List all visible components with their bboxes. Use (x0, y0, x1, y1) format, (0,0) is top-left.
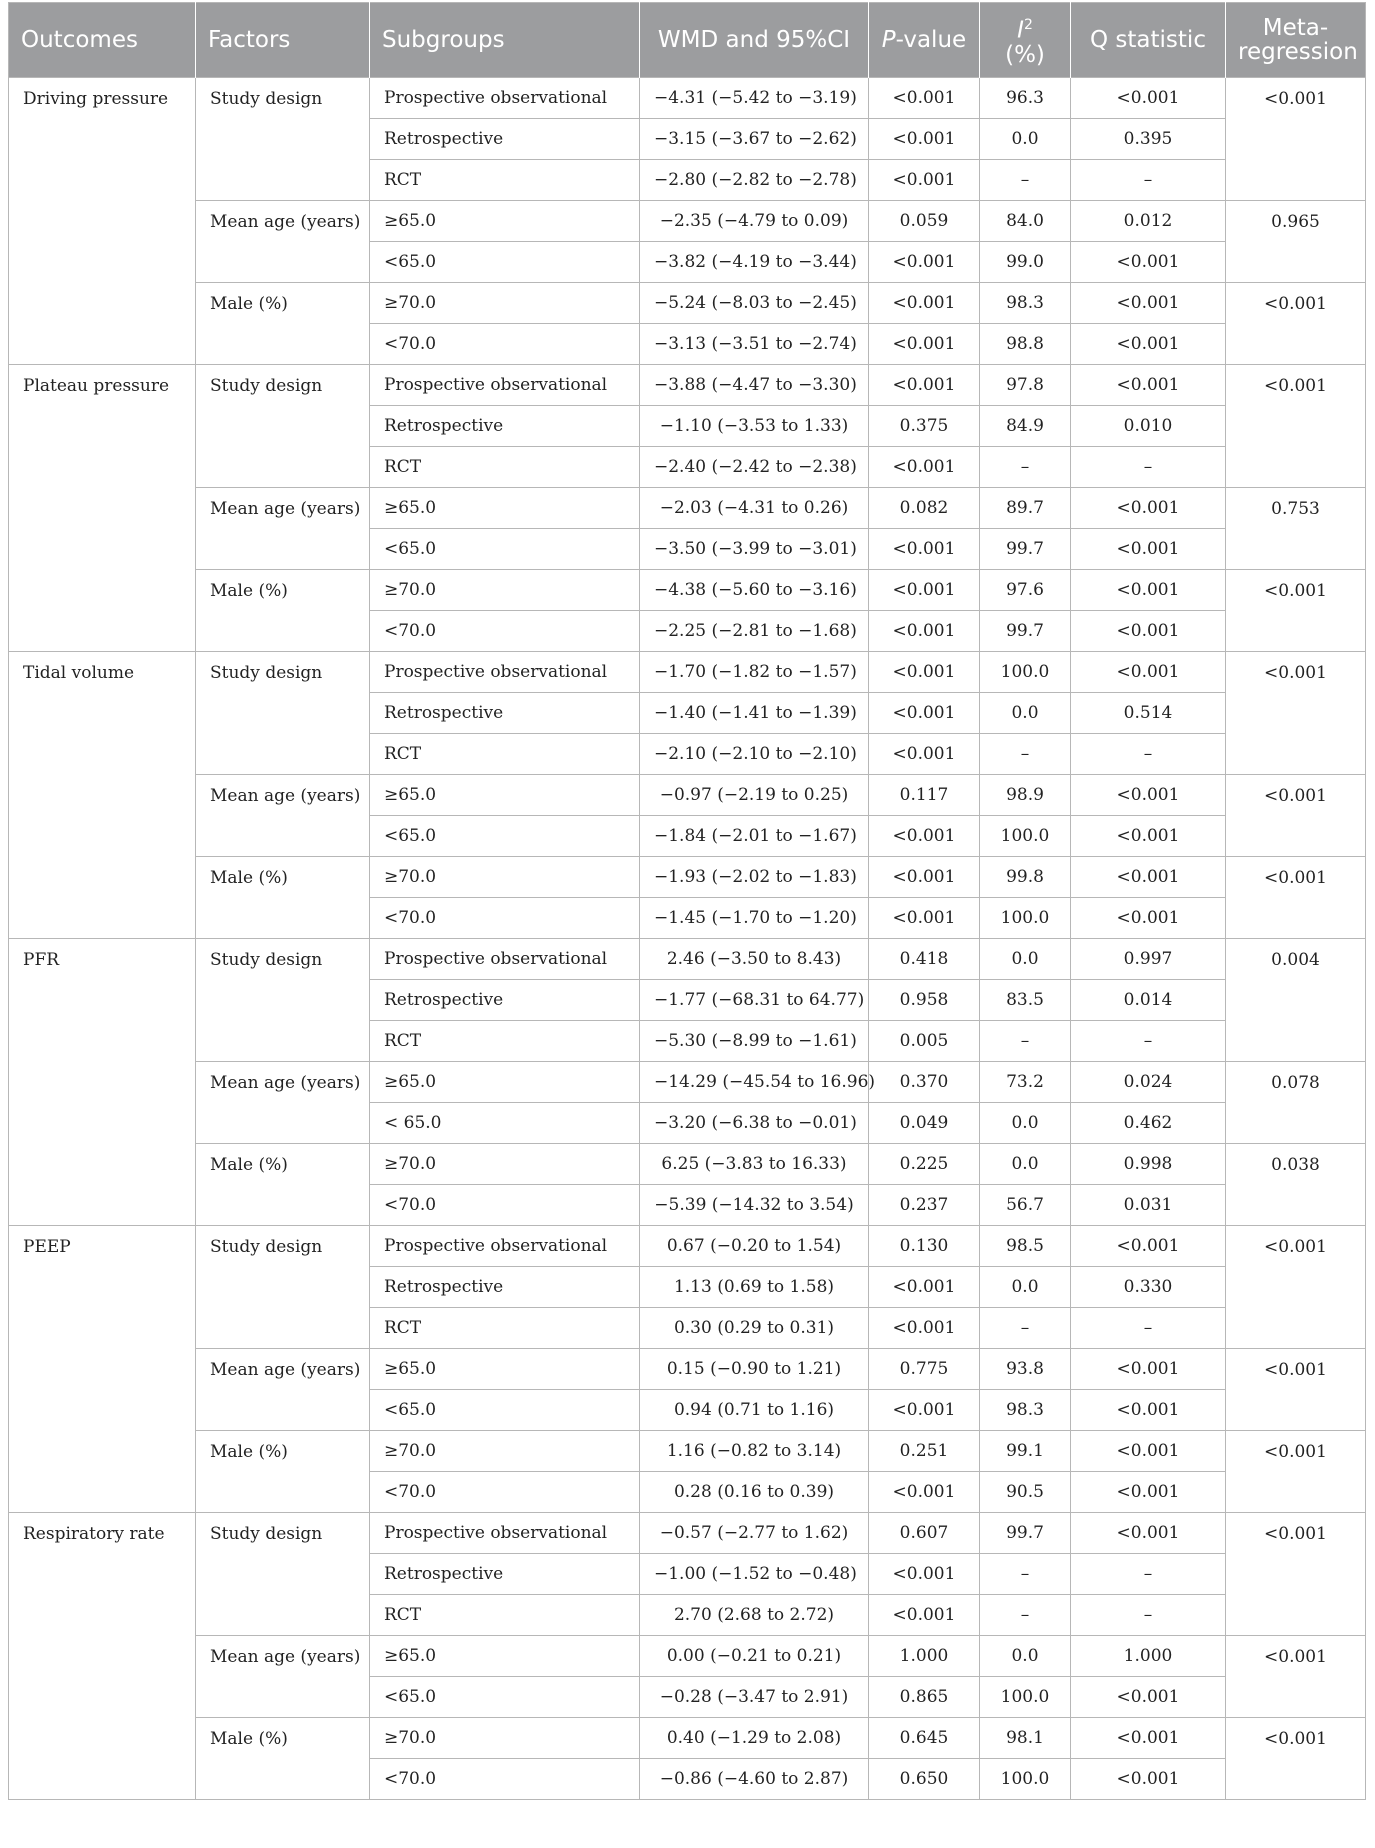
p-value-cell: <0.001 (869, 1308, 980, 1349)
subgroup-cell: ≥65.0 (370, 1062, 640, 1103)
header-outcomes: Outcomes (9, 3, 196, 78)
i2-cell: 84.9 (980, 406, 1071, 447)
wmd-cell: 0.15 (−0.90 to 1.21) (640, 1349, 869, 1390)
p-value-cell: 0.005 (869, 1021, 980, 1062)
q-statistic-cell: 0.012 (1071, 201, 1226, 242)
table-row (9, 201, 1366, 242)
outcome-cell: Driving pressure (9, 78, 196, 365)
table-row (9, 365, 1366, 406)
outcome-cell: Respiratory rate (9, 1513, 196, 1800)
wmd-cell: 0.67 (−0.20 to 1.54) (640, 1226, 869, 1267)
wmd-cell: −3.82 (−4.19 to −3.44) (640, 242, 869, 283)
p-value-cell: <0.001 (869, 283, 980, 324)
i2-cell: 0.0 (980, 1103, 1071, 1144)
meta-regression-cell: <0.001 (1226, 283, 1366, 365)
i2-cell: 0.0 (980, 693, 1071, 734)
p-value-cell: <0.001 (869, 1472, 980, 1513)
i2-cell: – (980, 1595, 1071, 1636)
factor-cell: Male (%) (196, 1431, 370, 1513)
q-statistic-cell: 0.031 (1071, 1185, 1226, 1226)
q-statistic-cell: <0.001 (1071, 1718, 1226, 1759)
wmd-cell: −3.13 (−3.51 to −2.74) (640, 324, 869, 365)
meta-regression-cell: 0.078 (1226, 1062, 1366, 1144)
wmd-cell: 0.94 (0.71 to 1.16) (640, 1390, 869, 1431)
meta-regression-cell: <0.001 (1226, 775, 1366, 857)
meta-regression-cell: 0.038 (1226, 1144, 1366, 1226)
factor-cell: Mean age (years) (196, 201, 370, 283)
table-row (9, 1636, 1366, 1677)
table-row (9, 652, 1366, 693)
q-statistic-cell: 0.330 (1071, 1267, 1226, 1308)
factor-cell: Mean age (years) (196, 1349, 370, 1431)
outcome-cell: PEEP (9, 1226, 196, 1513)
q-statistic-cell: <0.001 (1071, 283, 1226, 324)
subgroup-cell: Prospective observational (370, 1513, 640, 1554)
q-statistic-cell: <0.001 (1071, 488, 1226, 529)
q-statistic-cell: <0.001 (1071, 242, 1226, 283)
wmd-cell: −3.15 (−3.67 to −2.62) (640, 119, 869, 160)
subgroup-cell: <70.0 (370, 1759, 640, 1800)
wmd-cell: −3.20 (−6.38 to −0.01) (640, 1103, 869, 1144)
meta-regression-cell: <0.001 (1226, 652, 1366, 775)
i2-cell: 97.6 (980, 570, 1071, 611)
q-statistic-cell: <0.001 (1071, 365, 1226, 406)
meta-regression-cell: <0.001 (1226, 1349, 1366, 1431)
p-value-cell: 0.370 (869, 1062, 980, 1103)
q-statistic-cell: – (1071, 447, 1226, 488)
outcome-cell: Plateau pressure (9, 365, 196, 652)
q-statistic-cell: 1.000 (1071, 1636, 1226, 1677)
table-row (9, 939, 1366, 980)
wmd-cell: −1.84 (−2.01 to −1.67) (640, 816, 869, 857)
q-statistic-cell: <0.001 (1071, 529, 1226, 570)
table-row (9, 1062, 1366, 1103)
subgroup-cell: ≥70.0 (370, 1718, 640, 1759)
wmd-cell: −5.24 (−8.03 to −2.45) (640, 283, 869, 324)
p-value-cell: 0.375 (869, 406, 980, 447)
wmd-cell: 0.40 (−1.29 to 2.08) (640, 1718, 869, 1759)
header-q-statistic: Q statistic (1071, 3, 1226, 78)
i2-cell: – (980, 734, 1071, 775)
header-row (9, 3, 1366, 78)
factor-cell: Mean age (years) (196, 1636, 370, 1718)
p-value-cell: <0.001 (869, 734, 980, 775)
p-value-cell: <0.001 (869, 611, 980, 652)
table-row (9, 488, 1366, 529)
meta-regression-cell: <0.001 (1226, 1513, 1366, 1636)
q-statistic-cell: <0.001 (1071, 857, 1226, 898)
p-value-cell: <0.001 (869, 529, 980, 570)
subgroup-cell: <70.0 (370, 1185, 640, 1226)
subgroup-cell: ≥70.0 (370, 570, 640, 611)
i2-cell: 83.5 (980, 980, 1071, 1021)
i2-cell: 90.5 (980, 1472, 1071, 1513)
subgroup-cell: <70.0 (370, 611, 640, 652)
q-statistic-cell: 0.024 (1071, 1062, 1226, 1103)
q-statistic-cell: <0.001 (1071, 78, 1226, 119)
p-value-cell: 0.082 (869, 488, 980, 529)
i2-cell: 99.7 (980, 1513, 1071, 1554)
p-value-cell: 0.775 (869, 1349, 980, 1390)
header-meta-regression: Meta-regression (1226, 3, 1366, 78)
wmd-cell: −2.40 (−2.42 to −2.38) (640, 447, 869, 488)
subgroup-cell: Prospective observational (370, 78, 640, 119)
subgroup-cell: ≥70.0 (370, 1144, 640, 1185)
meta-regression-cell: <0.001 (1226, 365, 1366, 488)
factor-cell: Mean age (years) (196, 1062, 370, 1144)
p-value-cell: 0.251 (869, 1431, 980, 1472)
p-value-cell: <0.001 (869, 78, 980, 119)
subgroup-cell: Retrospective (370, 406, 640, 447)
p-value-cell: 0.865 (869, 1677, 980, 1718)
factor-cell: Study design (196, 365, 370, 488)
q-statistic-cell: – (1071, 1554, 1226, 1595)
subgroup-cell: ≥65.0 (370, 201, 640, 242)
meta-regression-cell: <0.001 (1226, 78, 1366, 201)
header-wmd: WMD and 95%CI (640, 3, 869, 78)
i2-cell: 99.1 (980, 1431, 1071, 1472)
q-statistic-cell: 0.010 (1071, 406, 1226, 447)
factor-cell: Study design (196, 1513, 370, 1636)
wmd-cell: −2.03 (−4.31 to 0.26) (640, 488, 869, 529)
p-value-cell: <0.001 (869, 324, 980, 365)
factor-cell: Mean age (years) (196, 488, 370, 570)
meta-regression-cell: 0.965 (1226, 201, 1366, 283)
wmd-cell: −5.30 (−8.99 to −1.61) (640, 1021, 869, 1062)
i2-cell: 99.7 (980, 611, 1071, 652)
i2-cell: 99.7 (980, 529, 1071, 570)
meta-regression-cell: <0.001 (1226, 1718, 1366, 1800)
p-value-cell: <0.001 (869, 693, 980, 734)
wmd-cell: −3.88 (−4.47 to −3.30) (640, 365, 869, 406)
subgroup-cell: RCT (370, 447, 640, 488)
meta-regression-cell: <0.001 (1226, 1636, 1366, 1718)
q-statistic-cell: <0.001 (1071, 1390, 1226, 1431)
meta-regression-cell: <0.001 (1226, 1431, 1366, 1513)
subgroup-cell: <65.0 (370, 1677, 640, 1718)
q-statistic-cell: <0.001 (1071, 1759, 1226, 1800)
wmd-cell: 0.00 (−0.21 to 0.21) (640, 1636, 869, 1677)
header-p-italic: P (881, 27, 896, 53)
q-statistic-cell: 0.462 (1071, 1103, 1226, 1144)
i2-cell: 0.0 (980, 939, 1071, 980)
subgroup-cell: <70.0 (370, 898, 640, 939)
i2-cell: 93.8 (980, 1349, 1071, 1390)
meta-regression-cell: <0.001 (1226, 857, 1366, 939)
factor-cell: Study design (196, 78, 370, 201)
subgroup-cell: ≥65.0 (370, 775, 640, 816)
table-body (9, 78, 1366, 1800)
p-value-cell: <0.001 (869, 570, 980, 611)
q-statistic-cell: 0.997 (1071, 939, 1226, 980)
q-statistic-cell: <0.001 (1071, 1431, 1226, 1472)
i2-cell: 100.0 (980, 816, 1071, 857)
header-i2-sup: 2 (1023, 17, 1033, 34)
q-statistic-cell: <0.001 (1071, 1677, 1226, 1718)
meta-regression-cell: <0.001 (1226, 1226, 1366, 1349)
p-value-cell: <0.001 (869, 898, 980, 939)
wmd-cell: −1.93 (−2.02 to −1.83) (640, 857, 869, 898)
i2-cell: 98.8 (980, 324, 1071, 365)
i2-cell: 98.3 (980, 283, 1071, 324)
wmd-cell: −0.97 (−2.19 to 0.25) (640, 775, 869, 816)
p-value-cell: <0.001 (869, 242, 980, 283)
wmd-cell: −2.25 (−2.81 to −1.68) (640, 611, 869, 652)
p-value-cell: 0.418 (869, 939, 980, 980)
wmd-cell: −2.10 (−2.10 to −2.10) (640, 734, 869, 775)
subgroup-cell: <65.0 (370, 1390, 640, 1431)
table-row (9, 283, 1366, 324)
factor-cell: Study design (196, 652, 370, 775)
p-value-cell: <0.001 (869, 447, 980, 488)
wmd-cell: −0.57 (−2.77 to 1.62) (640, 1513, 869, 1554)
i2-cell: 56.7 (980, 1185, 1071, 1226)
p-value-cell: 0.117 (869, 775, 980, 816)
i2-cell: 100.0 (980, 1677, 1071, 1718)
i2-cell: 100.0 (980, 898, 1071, 939)
subgroup-cell: Prospective observational (370, 652, 640, 693)
i2-cell: 97.8 (980, 365, 1071, 406)
i2-cell: 99.8 (980, 857, 1071, 898)
subgroup-cell: Retrospective (370, 980, 640, 1021)
i2-cell: 100.0 (980, 1759, 1071, 1800)
i2-cell: 98.9 (980, 775, 1071, 816)
header-subgroups: Subgroups (370, 3, 640, 78)
wmd-cell: −1.40 (−1.41 to −1.39) (640, 693, 869, 734)
header-factors: Factors (196, 3, 370, 78)
table-row (9, 1431, 1366, 1472)
wmd-cell: −0.86 (−4.60 to 2.87) (640, 1759, 869, 1800)
p-value-cell: 1.000 (869, 1636, 980, 1677)
subgroup-cell: <65.0 (370, 242, 640, 283)
table-row (9, 1349, 1366, 1390)
factor-cell: Male (%) (196, 283, 370, 365)
q-statistic-cell: <0.001 (1071, 652, 1226, 693)
i2-cell: 0.0 (980, 119, 1071, 160)
q-statistic-cell: <0.001 (1071, 324, 1226, 365)
p-value-cell: 0.645 (869, 1718, 980, 1759)
subgroup-cell: ≥70.0 (370, 283, 640, 324)
wmd-cell: −14.29 (−45.54 to 16.96) (640, 1062, 869, 1103)
table-row (9, 1513, 1366, 1554)
subgroup-cell: ≥70.0 (370, 857, 640, 898)
i2-cell: – (980, 447, 1071, 488)
i2-cell: 89.7 (980, 488, 1071, 529)
subgroup-cell: Retrospective (370, 693, 640, 734)
p-value-cell: <0.001 (869, 1267, 980, 1308)
outcome-cell: PFR (9, 939, 196, 1226)
q-statistic-cell: – (1071, 734, 1226, 775)
table-header (9, 3, 1366, 78)
i2-cell: – (980, 1554, 1071, 1595)
p-value-cell: <0.001 (869, 1554, 980, 1595)
table-row (9, 570, 1366, 611)
subgroup-cell: ≥65.0 (370, 1349, 640, 1390)
subgroup-cell: <65.0 (370, 529, 640, 570)
p-value-cell: 0.958 (869, 980, 980, 1021)
subgroup-cell: ≥65.0 (370, 488, 640, 529)
subgroup-cell: Retrospective (370, 1554, 640, 1595)
q-statistic-cell: – (1071, 1308, 1226, 1349)
q-statistic-cell: <0.001 (1071, 1513, 1226, 1554)
table-row (9, 78, 1366, 119)
table-row (9, 775, 1366, 816)
q-statistic-cell: 0.395 (1071, 119, 1226, 160)
q-statistic-cell: <0.001 (1071, 1349, 1226, 1390)
i2-cell: – (980, 160, 1071, 201)
factor-cell: Mean age (years) (196, 775, 370, 857)
wmd-cell: 2.46 (−3.50 to 8.43) (640, 939, 869, 980)
wmd-cell: −1.10 (−3.53 to 1.33) (640, 406, 869, 447)
subgroup-cell: Prospective observational (370, 939, 640, 980)
p-value-cell: 0.607 (869, 1513, 980, 1554)
factor-cell: Male (%) (196, 1144, 370, 1226)
wmd-cell: 1.16 (−0.82 to 3.14) (640, 1431, 869, 1472)
factor-cell: Male (%) (196, 857, 370, 939)
p-value-cell: <0.001 (869, 857, 980, 898)
i2-cell: – (980, 1308, 1071, 1349)
q-statistic-cell: 0.514 (1071, 693, 1226, 734)
wmd-cell: 6.25 (−3.83 to 16.33) (640, 1144, 869, 1185)
p-value-cell: <0.001 (869, 1390, 980, 1431)
p-value-cell: 0.059 (869, 201, 980, 242)
subgroup-cell: Prospective observational (370, 1226, 640, 1267)
p-value-cell: 0.130 (869, 1226, 980, 1267)
wmd-cell: −2.35 (−4.79 to 0.09) (640, 201, 869, 242)
table-row (9, 1718, 1366, 1759)
meta-regression-cell: <0.001 (1226, 570, 1366, 652)
i2-cell: 98.3 (980, 1390, 1071, 1431)
q-statistic-cell: <0.001 (1071, 816, 1226, 857)
header-p-value (869, 3, 980, 78)
subgroup-cell: ≥65.0 (370, 1636, 640, 1677)
subgroup-cell: RCT (370, 1595, 640, 1636)
p-value-cell: 0.049 (869, 1103, 980, 1144)
q-statistic-cell: – (1071, 1021, 1226, 1062)
wmd-cell: −0.28 (−3.47 to 2.91) (640, 1677, 869, 1718)
i2-cell: 73.2 (980, 1062, 1071, 1103)
q-statistic-cell: <0.001 (1071, 1472, 1226, 1513)
q-statistic-cell: <0.001 (1071, 1226, 1226, 1267)
factor-cell: Study design (196, 939, 370, 1062)
subgroup-cell: Prospective observational (370, 365, 640, 406)
p-value-cell: <0.001 (869, 119, 980, 160)
subgroup-cell: <70.0 (370, 1472, 640, 1513)
wmd-cell: −1.77 (−68.31 to 64.77) (640, 980, 869, 1021)
meta-regression-cell: 0.004 (1226, 939, 1366, 1062)
p-value-cell: <0.001 (869, 365, 980, 406)
q-statistic-cell: <0.001 (1071, 775, 1226, 816)
wmd-cell: −1.45 (−1.70 to −1.20) (640, 898, 869, 939)
q-statistic-cell: – (1071, 1595, 1226, 1636)
q-statistic-cell: <0.001 (1071, 898, 1226, 939)
wmd-cell: 0.30 (0.29 to 0.31) (640, 1308, 869, 1349)
i2-cell: 84.0 (980, 201, 1071, 242)
wmd-cell: −1.00 (−1.52 to −0.48) (640, 1554, 869, 1595)
i2-cell: 0.0 (980, 1267, 1071, 1308)
header-i2-base: I (1017, 17, 1024, 44)
p-value-cell: <0.001 (869, 652, 980, 693)
subgroup-cell: <65.0 (370, 816, 640, 857)
subgroup-cell: Retrospective (370, 119, 640, 160)
subgroup-analysis-table (8, 2, 1366, 1800)
meta-regression-cell: 0.753 (1226, 488, 1366, 570)
subgroup-cell: <70.0 (370, 324, 640, 365)
subgroup-cell: < 65.0 (370, 1103, 640, 1144)
subgroup-cell: ≥70.0 (370, 1431, 640, 1472)
wmd-cell: −2.80 (−2.82 to −2.78) (640, 160, 869, 201)
table-row (9, 1226, 1366, 1267)
p-value-cell: <0.001 (869, 160, 980, 201)
wmd-cell: 1.13 (0.69 to 1.58) (640, 1267, 869, 1308)
q-statistic-cell: – (1071, 160, 1226, 201)
i2-cell: 98.5 (980, 1226, 1071, 1267)
p-value-cell: 0.225 (869, 1144, 980, 1185)
i2-cell: 98.1 (980, 1718, 1071, 1759)
subgroup-cell: RCT (370, 1021, 640, 1062)
header-p-rest: -value (895, 27, 967, 53)
i2-cell: 96.3 (980, 78, 1071, 119)
p-value-cell: 0.237 (869, 1185, 980, 1226)
table-row (9, 857, 1366, 898)
subgroup-cell: Retrospective (370, 1267, 640, 1308)
wmd-cell: −3.50 (−3.99 to −3.01) (640, 529, 869, 570)
outcome-cell: Tidal volume (9, 652, 196, 939)
table-row (9, 1144, 1366, 1185)
wmd-cell: −4.38 (−5.60 to −3.16) (640, 570, 869, 611)
wmd-cell: 2.70 (2.68 to 2.72) (640, 1595, 869, 1636)
p-value-cell: <0.001 (869, 1595, 980, 1636)
factor-cell: Study design (196, 1226, 370, 1349)
i2-cell: 0.0 (980, 1144, 1071, 1185)
wmd-cell: 0.28 (0.16 to 0.39) (640, 1472, 869, 1513)
q-statistic-cell: <0.001 (1071, 570, 1226, 611)
subgroup-cell: RCT (370, 160, 640, 201)
q-statistic-cell: 0.998 (1071, 1144, 1226, 1185)
p-value-cell: <0.001 (869, 816, 980, 857)
subgroup-cell: RCT (370, 734, 640, 775)
i2-cell: 99.0 (980, 242, 1071, 283)
p-value-cell: 0.650 (869, 1759, 980, 1800)
wmd-cell: −5.39 (−14.32 to 3.54) (640, 1185, 869, 1226)
q-statistic-cell: 0.014 (1071, 980, 1226, 1021)
header-i2 (980, 3, 1071, 78)
subgroup-cell: RCT (370, 1308, 640, 1349)
wmd-cell: −1.70 (−1.82 to −1.57) (640, 652, 869, 693)
q-statistic-cell: <0.001 (1071, 611, 1226, 652)
header-i2-unit: (%) (1005, 41, 1045, 68)
wmd-cell: −4.31 (−5.42 to −3.19) (640, 78, 869, 119)
factor-cell: Male (%) (196, 570, 370, 652)
i2-cell: – (980, 1021, 1071, 1062)
i2-cell: 100.0 (980, 652, 1071, 693)
i2-cell: 0.0 (980, 1636, 1071, 1677)
factor-cell: Male (%) (196, 1718, 370, 1800)
